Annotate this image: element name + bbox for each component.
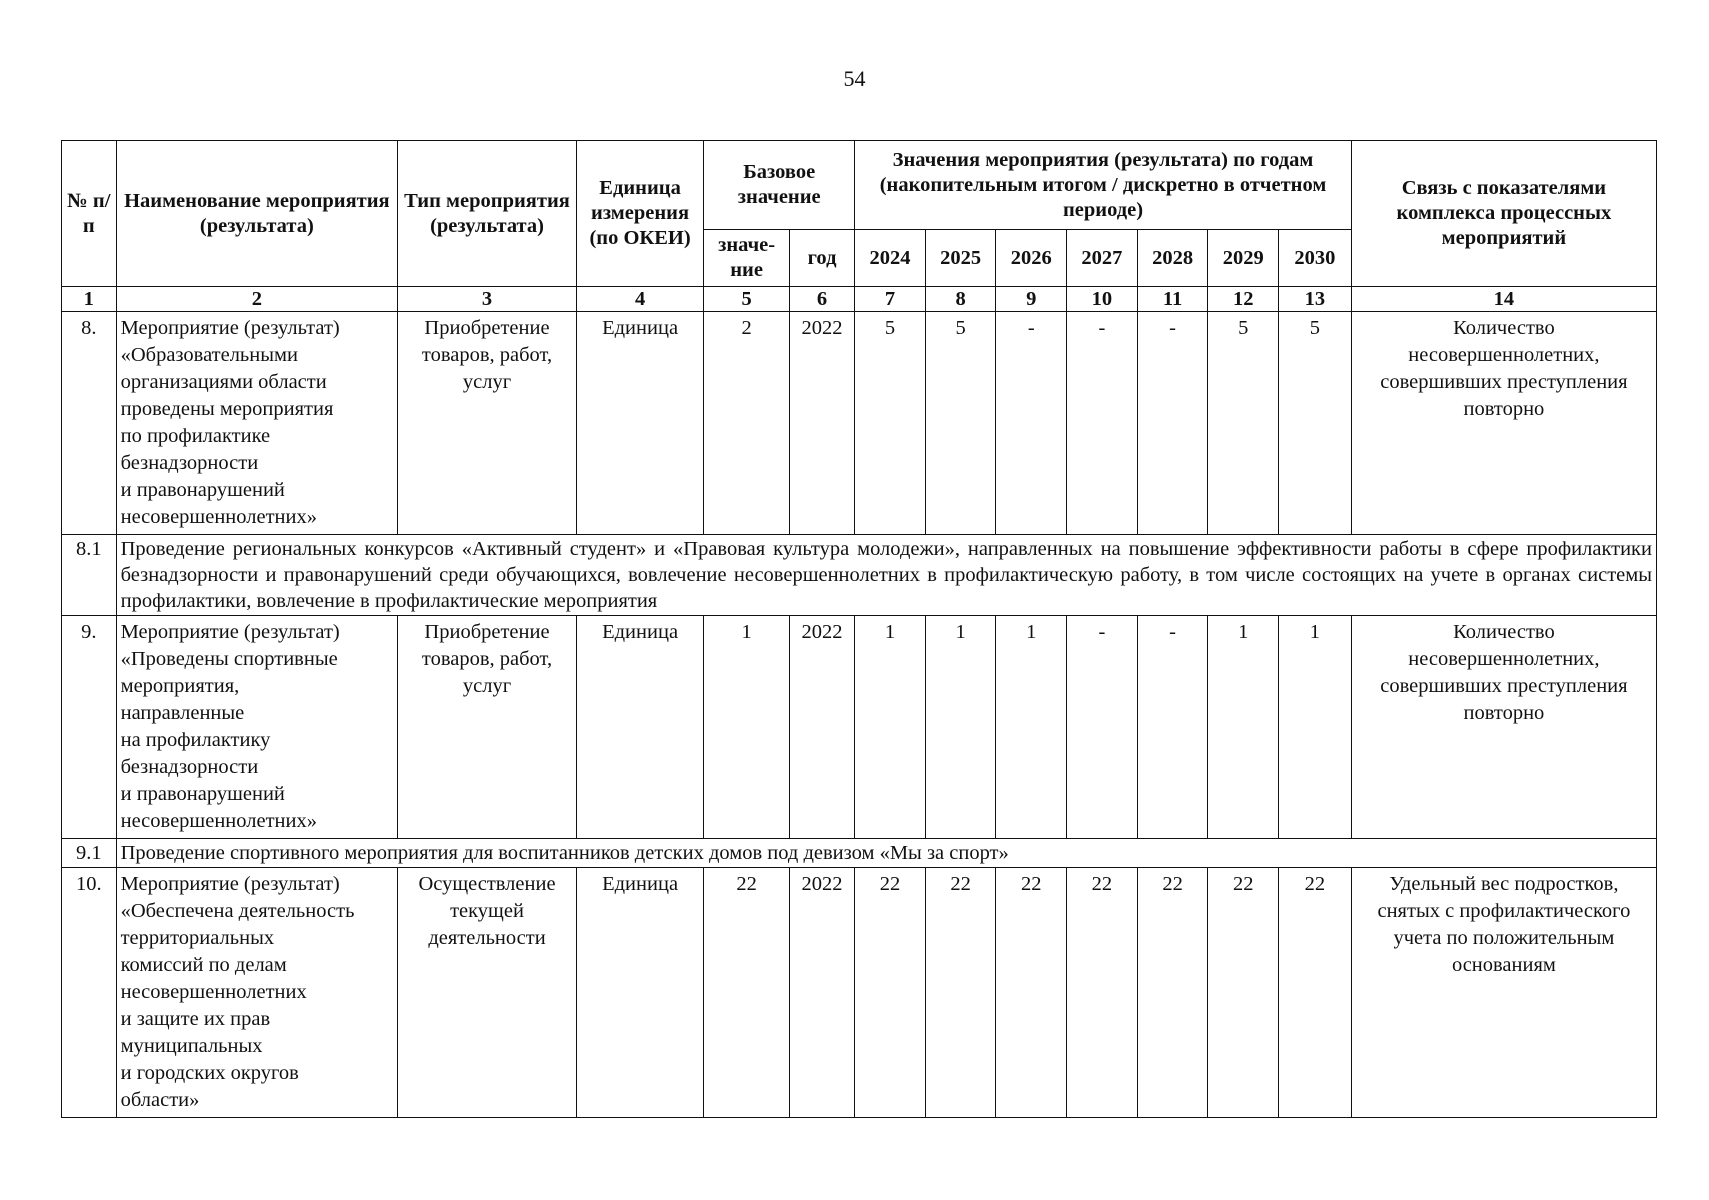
header-base: Базовое значение — [704, 141, 855, 230]
header-row-1 — [62, 141, 1657, 230]
event-name: Мероприятие (результат) «Проведены спортивные мероприятия, направленные на профилактику безнадзорности и правонарушений несовершеннолетних» — [116, 616, 398, 839]
header-num: № п/п — [62, 141, 117, 287]
header-year: 2029 — [1208, 230, 1279, 287]
column-number: 3 — [398, 287, 577, 312]
column-number: 9 — [996, 287, 1067, 312]
subrow-num: 9.1 — [62, 839, 117, 868]
header-link: Связь с показателями комплекса процессных мероприятий — [1351, 141, 1656, 287]
linked-indicator: Количество несовершеннолетних, совершивших преступления повторно — [1351, 312, 1656, 535]
linked-indicator: Удельный вес подростков, снятых с профилактического учета по положительным основаниям — [1351, 868, 1656, 1118]
year-value: 1 — [1208, 616, 1279, 839]
base-value: 1 — [704, 616, 790, 839]
column-number: 4 — [576, 287, 703, 312]
subrow-text: Проведение региональных конкурсов «Активный студент» и «Правовая культура молодежи», направленных на повышение эффективности работы в сфере профилактики безнадзорности и правонарушений среди обучающихся, вовлечение несовершеннолетних в профилактическую работу, в том числе состоящих на учете в органах системы профилактики, вовлечение в профилактические мероприятия — [116, 535, 1656, 616]
column-number: 12 — [1208, 287, 1279, 312]
header-base-year: год — [789, 230, 854, 287]
year-value: 5 — [855, 312, 926, 535]
header-year: 2025 — [925, 230, 996, 287]
row-num: 10. — [62, 868, 117, 1118]
column-number: 7 — [855, 287, 926, 312]
base-year: 2022 — [789, 868, 854, 1118]
header-type: Тип мероприятия (результата) — [398, 141, 577, 287]
base-value: 22 — [704, 868, 790, 1118]
year-value: - — [1067, 616, 1138, 839]
column-number: 13 — [1279, 287, 1352, 312]
subrow-text: Проведение спортивного мероприятия для воспитанников детских домов под девизом «Мы за спорт» — [116, 839, 1656, 868]
table-row — [62, 616, 1657, 839]
year-value: 22 — [1279, 868, 1352, 1118]
year-value: 1 — [1279, 616, 1352, 839]
year-value: 22 — [996, 868, 1067, 1118]
header-year: 2026 — [996, 230, 1067, 287]
base-year: 2022 — [789, 312, 854, 535]
header-year: 2027 — [1067, 230, 1138, 287]
event-unit: Единица — [576, 868, 703, 1118]
event-type: Приобретение товаров, работ, услуг — [398, 312, 577, 535]
linked-indicator: Количество несовершеннолетних, совершивших преступления повторно — [1351, 616, 1656, 839]
page-number: 54 — [843, 66, 866, 91]
base-year: 2022 — [789, 616, 854, 839]
column-number: 2 — [116, 287, 398, 312]
year-value: - — [1137, 312, 1208, 535]
year-value: 22 — [925, 868, 996, 1118]
year-value: 5 — [925, 312, 996, 535]
table-subrow — [62, 839, 1657, 868]
header-year: 2028 — [1137, 230, 1208, 287]
column-number: 10 — [1067, 287, 1138, 312]
year-value: 22 — [855, 868, 926, 1118]
header-base-value: значе-ние — [704, 230, 790, 287]
event-type: Осуществление текущей деятельности — [398, 868, 577, 1118]
year-value: - — [996, 312, 1067, 535]
row-num: 8. — [62, 312, 117, 535]
event-name: Мероприятие (результат) «Образовательными организациями области проведены мероприятия по профилактике безнадзорности и правонарушений несовершеннолетних» — [116, 312, 398, 535]
column-number-row — [62, 287, 1657, 312]
header-values: Значения мероприятия (результата) по годам (накопительным итогом / дискретно в отчетном периоде) — [855, 141, 1352, 230]
year-value: 1 — [925, 616, 996, 839]
header-year: 2024 — [855, 230, 926, 287]
header-name: Наименование мероприятия (результата) — [116, 141, 398, 287]
header-unit: Единица измерения (по ОКЕИ) — [576, 141, 703, 287]
year-value: 22 — [1208, 868, 1279, 1118]
year-value: 22 — [1067, 868, 1138, 1118]
column-number: 14 — [1351, 287, 1656, 312]
table-subrow — [62, 535, 1657, 616]
subrow-num: 8.1 — [62, 535, 117, 616]
year-value: 1 — [996, 616, 1067, 839]
year-value: 5 — [1208, 312, 1279, 535]
event-name: Мероприятие (результат) «Обеспечена деятельность территориальных комиссий по делам несовершеннолетних и защите их прав муниципальных и городских округов области» — [116, 868, 398, 1118]
event-unit: Единица — [576, 616, 703, 839]
year-value: 1 — [855, 616, 926, 839]
column-number: 11 — [1137, 287, 1208, 312]
events-table — [61, 140, 1657, 1118]
year-value: - — [1137, 616, 1208, 839]
year-value: - — [1067, 312, 1138, 535]
column-number: 1 — [62, 287, 117, 312]
table-row — [62, 312, 1657, 535]
column-number: 5 — [704, 287, 790, 312]
column-number: 6 — [789, 287, 854, 312]
base-value: 2 — [704, 312, 790, 535]
year-value: 22 — [1137, 868, 1208, 1118]
event-unit: Единица — [576, 312, 703, 535]
event-type: Приобретение товаров, работ, услуг — [398, 616, 577, 839]
row-num: 9. — [62, 616, 117, 839]
column-number: 8 — [925, 287, 996, 312]
year-value: 5 — [1279, 312, 1352, 535]
header-year: 2030 — [1279, 230, 1352, 287]
table-row — [62, 868, 1657, 1118]
